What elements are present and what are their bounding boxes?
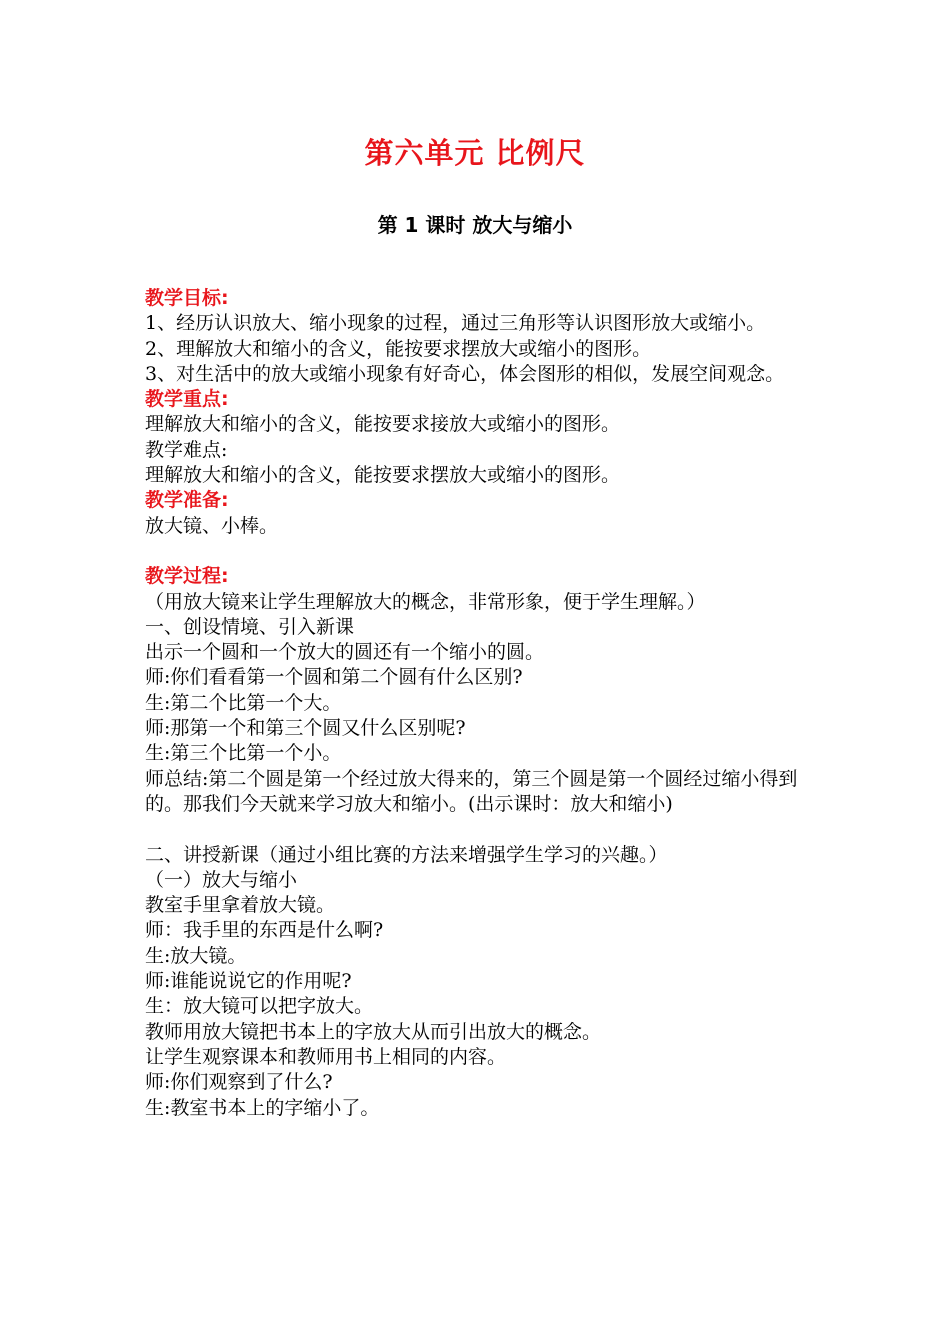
process-heading: 教学过程: [145,565,229,588]
key-points-heading: 教学重点: [145,388,229,411]
process-line: 师总结:第二个圆是第一个经过放大得来的，第三个圆是第一个圆经过缩小得到的。那我们今天就来学习放大和缩小。(出示课时：放大和缩小) [145,767,798,815]
objective-item: 1、经历认识放大、缩小现象的过程，通过三角形等认识图形放大或缩小。 [145,312,766,335]
objectives-heading: 教学目标: [145,287,229,309]
process-line: 生:第三个比第一个小。 [145,742,342,765]
objective-item: 2、理解放大和缩小的含义，能按要求摆放大或缩小的图形。 [145,337,652,360]
process-line: （一）放大与缩小 [145,868,298,891]
process-line: 一、创设情境、引入新课 [145,615,355,638]
spacer [145,539,813,564]
process-line: 二、讲授新课（通过小组比赛的方法来增强学生学习的兴趣。） [145,843,668,866]
page-title: 第六单元 比例尺 [364,136,586,170]
process-line: 出示一个圆和一个放大的圆还有一个缩小的圆。 [145,641,545,664]
preparation-text: 放大镜、小棒。 [145,514,279,537]
process-line: 教师用放大镜把书本上的字放大从而引出放大的概念。 [145,1020,602,1043]
key-points-text: 理解放大和缩小的含义，能按要求接放大或缩小的图形。 [145,413,621,436]
process-line: 师:谁能说说它的作用呢? [145,970,352,993]
process-line: 师:那第一个和第三个圆又什么区别呢? [145,717,466,740]
difficulty-heading: 教学难点: [145,438,228,461]
process-line: 生:第二个比第一个大。 [145,691,342,714]
preparation-heading: 教学准备: [145,489,229,512]
process-line: 生:教室书本上的字缩小了。 [145,1096,380,1119]
process-line: 师:你们看看第一个圆和第二个圆有什么区别? [145,666,523,689]
process-line: 师:你们观察到了什么? [145,1071,333,1094]
process-line: （用放大镜来让学生理解放大的概念，非常形象，便于学生理解。） [145,590,706,613]
document-body [145,286,813,1121]
difficulty-text: 理解放大和缩小的含义，能按要求摆放大或缩小的图形。 [145,464,621,487]
process-line: 让学生观察课本和教师用书上相同的内容。 [145,1045,507,1068]
process-line: 教室手里拿着放大镜。 [145,894,336,917]
objective-item: 3、对生活中的放大或缩小现象有好奇心，体会图形的相似，发展空间观念。 [145,362,785,385]
process-line: 师：我手里的东西是什么啊? [145,919,384,942]
spacer [145,817,813,842]
process-line: 生:放大镜。 [145,944,247,967]
lesson-subtitle: 第 1 课时 放大与缩小 [377,213,573,237]
process-line: 生：放大镜可以把字放大。 [145,995,374,1018]
